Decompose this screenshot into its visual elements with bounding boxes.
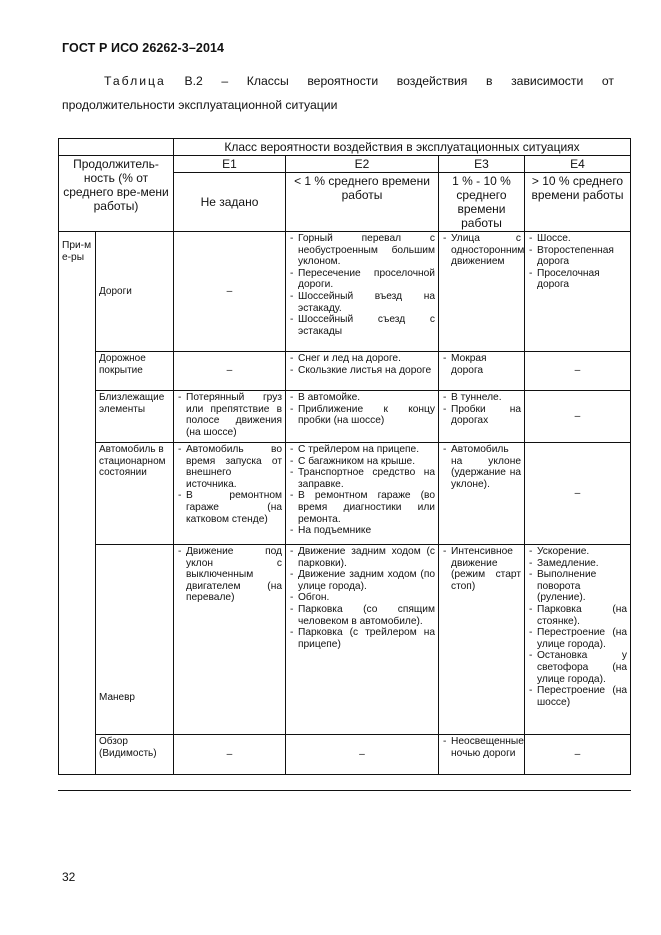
list-item: - Шоссейный съезд с эстакады	[289, 314, 435, 337]
list-item: - На подъемнике	[289, 525, 435, 537]
empty-dash: –	[574, 487, 581, 499]
table-caption	[62, 69, 614, 117]
list-item: - Пересечение проселочной дороги.	[289, 268, 435, 291]
caption-line-1	[62, 69, 614, 93]
row-category: Маневр	[96, 545, 174, 735]
item-list	[442, 233, 525, 268]
cell-e3	[439, 391, 525, 443]
item-list	[442, 392, 521, 427]
empty-dash: –	[574, 365, 581, 377]
list-item: - Автомобиль на уклоне (удержание на уклоне).	[442, 444, 521, 490]
item-list	[289, 353, 435, 376]
list-item: - Потерянный груз или препятствие в полосе движения (на шоссе)	[177, 392, 282, 438]
examples-label: При-ме-ры	[59, 232, 96, 775]
list-item: - Парковка (на стоянке).	[528, 604, 627, 627]
list-item: - Горный перевал с необустроенным большим уклоном.	[289, 233, 435, 268]
table-row	[59, 352, 631, 391]
list-item: - Снег и лед на дороге.	[289, 353, 435, 365]
class-e4-header: E4	[525, 156, 631, 173]
list-item: - Интенсивное движение (режим старт стоп)	[442, 546, 521, 592]
cell-e2	[286, 352, 439, 391]
table-row	[59, 443, 631, 545]
cell-e2	[286, 545, 439, 735]
item-list	[528, 233, 627, 291]
list-item: - Обгон.	[289, 592, 435, 604]
list-item: - Парковка (со спящим человеком в автомобиле).	[289, 604, 435, 627]
duration-label: Продолжитель-ность (% от среднего вре-мени работы)	[59, 156, 174, 232]
empty-dash: –	[574, 410, 581, 422]
list-item: - Ускорение.	[528, 546, 627, 558]
class-e2-header: E2	[286, 156, 439, 173]
duration-e2: < 1 % среднего времени работы	[286, 173, 439, 232]
row-category: Обзор (Видимость)	[96, 735, 174, 775]
cell-e2	[286, 443, 439, 545]
list-item: - В ремонтном гараже (во время диагностики или ремонта.	[289, 490, 435, 525]
duration-e1: Не задано	[174, 173, 286, 232]
list-item: - Пробки на дорогах	[442, 404, 521, 427]
item-list	[289, 546, 435, 650]
list-item: - Улица с односторонним движением	[442, 233, 521, 268]
cell-e1	[174, 352, 286, 391]
cell-e1	[174, 232, 286, 352]
cell-e4	[525, 232, 631, 352]
item-list	[442, 546, 521, 592]
item-list	[289, 444, 435, 537]
cell-e4	[525, 443, 631, 545]
cell-e4	[525, 391, 631, 443]
header-empty-cell	[59, 139, 174, 156]
item-list	[442, 353, 521, 376]
cell-e3	[439, 545, 525, 735]
row-category: Дорожное покрытие	[96, 352, 174, 391]
class-e3-header: E3	[439, 156, 525, 173]
list-item: - Выполнение поворота (руление).	[528, 569, 627, 604]
exposure-class-table	[58, 138, 631, 775]
list-item: - Перестроение (на шоссе)	[528, 685, 627, 708]
table-row	[59, 391, 631, 443]
list-item: - Движение задним ходом (с парковки).	[289, 546, 435, 569]
cell-e1	[174, 391, 286, 443]
list-item: - Парковка (с трейлером на прицепе)	[289, 627, 435, 650]
cell-e3	[439, 443, 525, 545]
list-item: - Остановка у светофора (на улице города).	[528, 650, 627, 685]
cell-e3	[439, 352, 525, 391]
empty-dash: –	[226, 748, 233, 760]
caption-title-part1: В.2 – Классы вероятности воздействия в зависимости от	[184, 74, 614, 88]
table-header-row-2	[59, 156, 631, 173]
row-category: Автомобиль в стационарном состоянии	[96, 443, 174, 545]
list-item: - Мокрая дорога	[442, 353, 521, 376]
duration-e3: 1 % - 10 % среднего времени работы	[439, 173, 525, 232]
cell-e3	[439, 735, 525, 775]
empty-dash: –	[574, 748, 581, 760]
cell-e2	[286, 391, 439, 443]
cell-e1	[174, 545, 286, 735]
list-item: - С багажником на крыше.	[289, 456, 435, 468]
cell-e4	[525, 352, 631, 391]
list-item: - Второстепенная дорога	[528, 245, 627, 268]
cell-e4	[525, 735, 631, 775]
list-item: - Скользкие листья на дороге	[289, 365, 435, 377]
page-number: 32	[62, 870, 76, 884]
empty-dash: –	[226, 365, 233, 377]
cell-e3	[439, 232, 525, 352]
item-list	[442, 444, 521, 490]
caption-line-2: продолжительности эксплуатационной ситуации	[62, 98, 338, 112]
item-list	[442, 736, 524, 759]
table-row	[59, 545, 631, 735]
item-list	[528, 546, 627, 708]
list-item: - Приближение к концу пробки (на шоссе)	[289, 404, 435, 427]
item-list	[289, 233, 435, 337]
class-e1-header: E1	[174, 156, 286, 173]
list-item: - В туннеле.	[442, 392, 521, 404]
item-list	[289, 392, 435, 427]
cell-e1	[174, 443, 286, 545]
row-category: Дороги	[96, 232, 174, 352]
list-item: - В автомойке.	[289, 392, 435, 404]
list-item: - Неосвещенные ночью дороги	[442, 736, 521, 759]
item-list	[177, 392, 282, 438]
item-list	[177, 444, 282, 525]
table-row	[59, 735, 631, 775]
table-bottom-rule	[58, 790, 631, 791]
caption-label: Таблица	[104, 74, 166, 88]
list-item: - Движение задним ходом (по улице города).	[289, 569, 435, 592]
cell-e1	[174, 735, 286, 775]
cell-e2	[286, 232, 439, 352]
list-item: - Движение под уклон с выключенным двигателем (на перевале)	[177, 546, 282, 604]
item-list	[177, 546, 282, 604]
row-category: Близлежащие элементы	[96, 391, 174, 443]
class-header: Класс вероятности воздействия в эксплуатационных ситуациях	[174, 139, 631, 156]
empty-dash: –	[359, 748, 365, 760]
list-item: - Шоссе.	[528, 233, 627, 245]
list-item: - Транспортное средство на заправке.	[289, 467, 435, 490]
cell-e2	[286, 735, 439, 775]
list-item: - Проселочная дорога	[528, 268, 627, 291]
table-row	[59, 232, 631, 352]
list-item: - С трейлером на прицепе.	[289, 444, 435, 456]
cell-e4	[525, 545, 631, 735]
list-item: - Шоссейный въезд на эстакаду.	[289, 291, 435, 314]
list-item: - В ремонтном гараже (на катковом стенде)	[177, 490, 282, 525]
empty-dash: –	[226, 285, 233, 297]
table-header-row-1	[59, 139, 631, 156]
duration-e4: > 10 % среднего времени работы	[525, 173, 631, 232]
list-item: - Перестроение (на улице города).	[528, 627, 627, 650]
list-item: - Замедление.	[528, 558, 627, 570]
document-header: ГОСТ Р ИСО 26262-3–2014	[62, 41, 225, 55]
list-item: - Автомобиль во время запуска от внешнего источника.	[177, 444, 282, 490]
